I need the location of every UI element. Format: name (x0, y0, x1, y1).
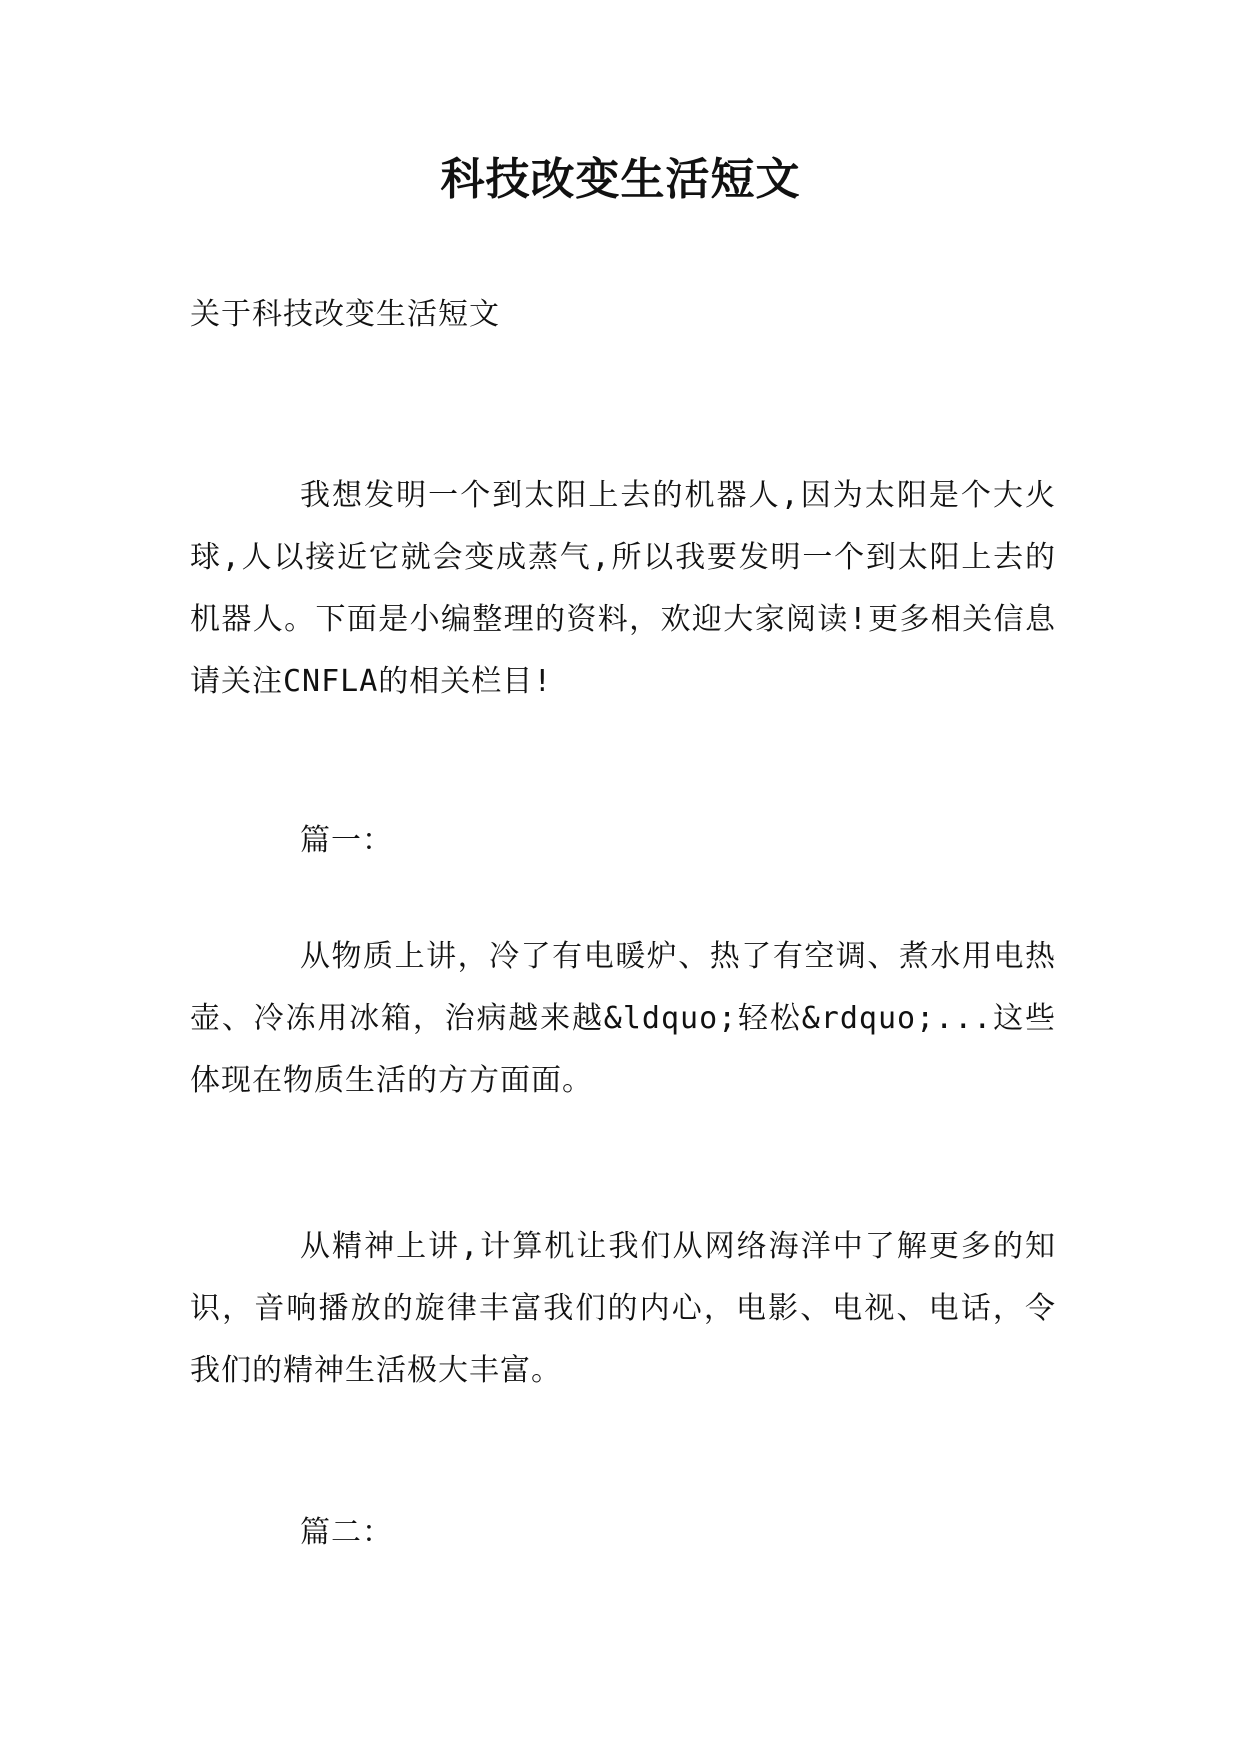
spiritual-paragraph: 从精神上讲,计算机让我们从网络海洋中了解更多的知识，音响播放的旋律丰富我们的内心，电影、电视、电话，令我们的精神生活极大丰富。 (190, 1229, 1056, 1388)
intro-paragraph: 我想发明一个到太阳上去的机器人,因为太阳是个大火球,人以接近它就会变成蒸气,所以我要发明一个到太阳上去的机器人。下面是小编整理的资料，欢迎大家阅读!更多相关信息请关注CNFLA的相关栏目! (190, 478, 1056, 699)
section-heading-two: 篇二： (300, 1515, 393, 1550)
document-subtitle: 关于科技改变生活短文 (190, 297, 500, 332)
material-paragraph: 从物质上讲，冷了有电暖炉、热了有空调、煮水用电热壶、冷冻用冰箱，治病越来越&ldquo;轻松&rdquo;...这些体现在物质生活的方方面面。 (190, 939, 1056, 1098)
section-heading-one: 篇一： (300, 823, 393, 858)
document-title: 科技改变生活短文 (440, 154, 801, 205)
